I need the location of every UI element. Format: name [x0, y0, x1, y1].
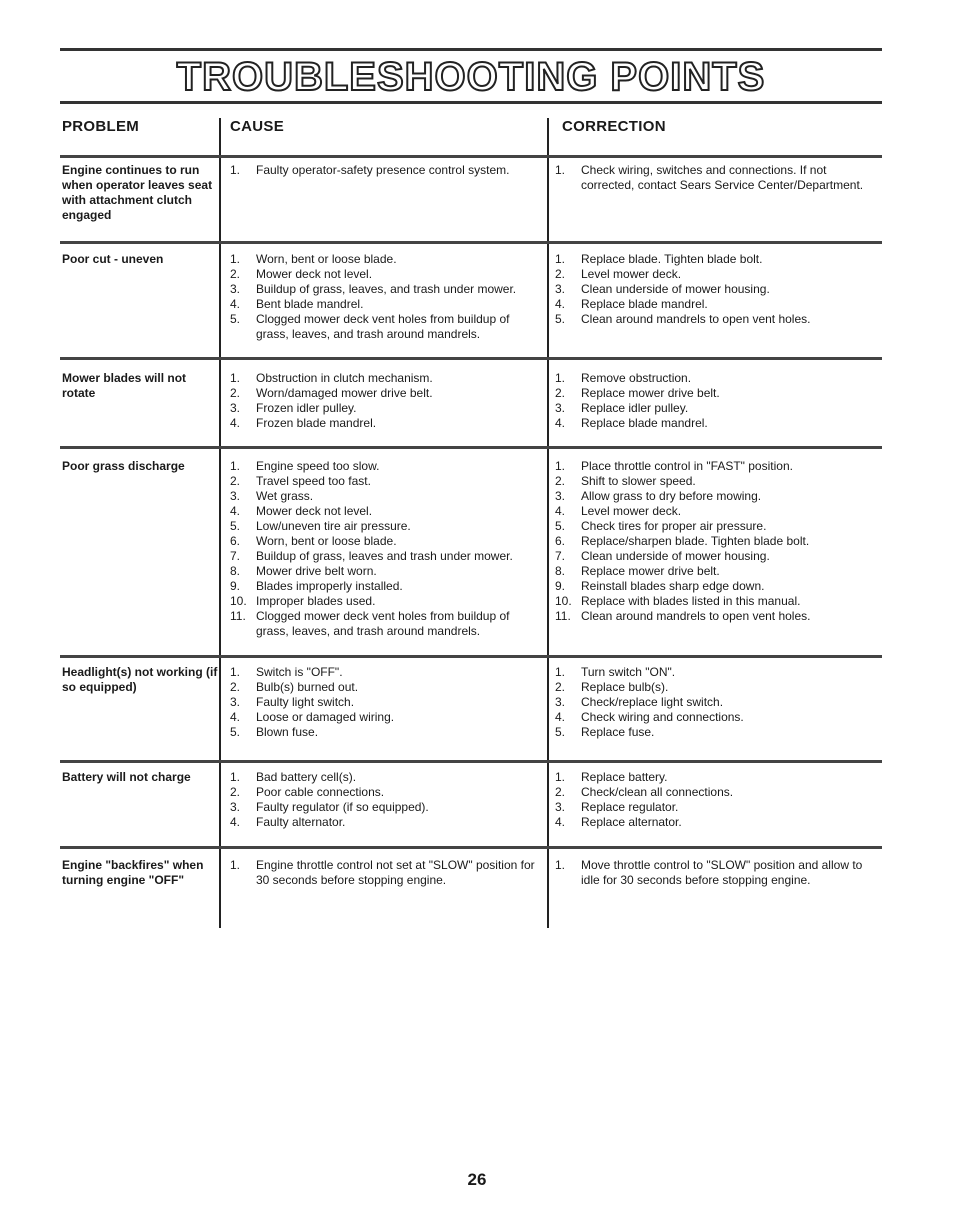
item-number: 2.: [555, 474, 566, 488]
list-item: [230, 800, 540, 815]
column-divider-cause-correction: [547, 118, 549, 928]
row-divider: [60, 760, 882, 763]
list-item: [230, 785, 540, 800]
item-text: Low/uneven tire air pressure.: [256, 519, 411, 533]
list-item: [230, 549, 540, 564]
item-text: Check/replace light switch.: [581, 695, 724, 709]
item-number: 5.: [555, 725, 566, 739]
item-text: Mower drive belt worn.: [256, 564, 377, 578]
item-text: Worn/damaged mower drive belt.: [256, 386, 433, 400]
page-title: TROUBLESHOOTING POINTS: [176, 55, 766, 99]
item-number: 1.: [230, 770, 241, 784]
list-item: [555, 163, 873, 193]
list-item: [230, 594, 540, 609]
item-number: 4.: [230, 416, 241, 430]
item-number: 2.: [230, 267, 241, 281]
item-text: Turn switch "ON".: [581, 665, 676, 679]
item-text: Replace bulb(s).: [581, 680, 669, 694]
item-number: 1.: [555, 459, 566, 473]
item-text: Frozen idler pulley.: [256, 401, 357, 415]
item-text: Faulty operator-safety presence control system.: [256, 163, 510, 177]
item-text: Replace blade mandrel.: [581, 297, 708, 311]
item-number: 3.: [555, 282, 566, 296]
list-item: [230, 680, 540, 695]
item-text: Faulty alternator.: [256, 815, 346, 829]
item-number: 1.: [555, 252, 566, 266]
cause-list: [230, 459, 540, 639]
item-number: 4.: [555, 297, 566, 311]
list-item: [555, 504, 873, 519]
item-text: Check wiring and connections.: [581, 710, 744, 724]
item-text: Wet grass.: [256, 489, 314, 503]
item-number: 2.: [555, 386, 566, 400]
item-text: Check tires for proper air pressure.: [581, 519, 767, 533]
row-divider: [60, 241, 882, 244]
item-text: Faulty regulator (if so equipped).: [256, 800, 429, 814]
item-text: Check wiring, switches and connections. If not corrected, contact Sears Service Center/Department.: [581, 163, 864, 192]
item-number: 4.: [555, 504, 566, 518]
item-number: 2.: [230, 785, 241, 799]
list-item: [230, 267, 540, 282]
item-text: Clean underside of mower housing.: [581, 549, 770, 563]
column-divider-problem-cause: [219, 118, 221, 928]
item-number: 6.: [555, 534, 566, 548]
item-text: Bulb(s) burned out.: [256, 680, 359, 694]
cause-list: [230, 252, 540, 342]
item-text: Travel speed too fast.: [256, 474, 371, 488]
problem-cell: Engine "backfires" when turning engine "OFF": [62, 858, 204, 887]
title-rule-top: [60, 48, 882, 51]
list-item: [230, 416, 540, 431]
item-text: Place throttle control in "FAST" position.: [581, 459, 793, 473]
list-item: [555, 386, 873, 401]
list-item: [230, 725, 540, 740]
item-number: 5.: [230, 519, 241, 533]
item-number: 9.: [555, 579, 566, 593]
item-text: Replace battery.: [581, 770, 668, 784]
item-number: 3.: [230, 695, 241, 709]
list-item: [555, 282, 873, 297]
item-text: Replace alternator.: [581, 815, 682, 829]
item-number: 2.: [230, 680, 241, 694]
item-number: 1.: [230, 459, 241, 473]
item-number: 8.: [230, 564, 241, 578]
item-number: 4.: [230, 710, 241, 724]
item-text: Clean around mandrels to open vent holes.: [581, 312, 811, 326]
item-text: Move throttle control to "SLOW" position and allow to idle for 30 seconds before stopping engine.: [581, 858, 863, 887]
item-text: Clean around mandrels to open vent holes.: [581, 609, 811, 623]
list-item: [230, 312, 540, 342]
list-item: [230, 489, 540, 504]
problem-cell: Mower blades will not rotate: [62, 371, 187, 400]
item-text: Mower deck not level.: [256, 504, 373, 518]
item-number: 4.: [555, 416, 566, 430]
list-item: [555, 371, 873, 386]
problem-cell: Engine continues to run when operator leaves seat with attachment clutch engaged: [62, 163, 213, 222]
item-number: 1.: [230, 858, 241, 872]
item-number: 4.: [230, 504, 241, 518]
item-number: 2.: [555, 680, 566, 694]
item-number: 1.: [555, 371, 566, 385]
item-text: Poor cable connections.: [256, 785, 385, 799]
item-text: Worn, bent or loose blade.: [256, 252, 397, 266]
item-text: Buildup of grass, leaves, and trash under mower.: [256, 282, 517, 296]
item-number: 3.: [555, 489, 566, 503]
item-number: 8.: [555, 564, 566, 578]
list-item: [555, 312, 873, 327]
item-text: Buildup of grass, leaves and trash under mower.: [256, 549, 513, 563]
list-item: [555, 459, 873, 474]
item-text: Blades improperly installed.: [256, 579, 403, 593]
list-item: [555, 564, 873, 579]
item-number: 5.: [555, 519, 566, 533]
item-text: Obstruction in clutch mechanism.: [256, 371, 433, 385]
list-item: [230, 858, 540, 888]
item-text: Clean underside of mower housing.: [581, 282, 770, 296]
item-text: Replace/sharpen blade. Tighten blade bolt.: [581, 534, 810, 548]
row-divider: [60, 446, 882, 449]
item-number: 3.: [230, 401, 241, 415]
item-number: 1.: [555, 163, 566, 177]
item-text: Replace fuse.: [581, 725, 655, 739]
item-text: Improper blades used.: [256, 594, 376, 608]
item-number: 3.: [555, 800, 566, 814]
item-text: Allow grass to dry before mowing.: [581, 489, 762, 503]
item-text: Loose or damaged wiring.: [256, 710, 395, 724]
list-item: [555, 489, 873, 504]
list-item: [555, 680, 873, 695]
list-item: [230, 401, 540, 416]
list-item: [555, 695, 873, 710]
list-item: [555, 519, 873, 534]
item-number: 5.: [230, 312, 241, 326]
item-number: 10.: [555, 594, 572, 608]
list-item: [555, 665, 873, 680]
item-text: Mower deck not level.: [256, 267, 373, 281]
item-text: Replace idler pulley.: [581, 401, 689, 415]
list-item: [230, 695, 540, 710]
item-number: 4.: [230, 297, 241, 311]
item-text: Reinstall blades sharp edge down.: [581, 579, 765, 593]
correction-list: [555, 371, 873, 431]
list-item: [555, 474, 873, 489]
item-text: Engine throttle control not set at "SLOW" position for 30 seconds before stopping engine.: [256, 858, 535, 887]
problem-cell: Headlight(s) not working (if so equipped): [62, 665, 218, 694]
item-number: 7.: [230, 549, 241, 563]
correction-list: [555, 858, 873, 888]
list-item: [555, 609, 873, 624]
list-item: [230, 770, 540, 785]
list-item: [230, 710, 540, 725]
row-divider: [60, 155, 882, 158]
problem-cell: Poor cut - uneven: [62, 252, 164, 266]
item-number: 2.: [230, 386, 241, 400]
item-number: 5.: [555, 312, 566, 326]
item-number: 1.: [555, 665, 566, 679]
item-text: Blown fuse.: [256, 725, 319, 739]
item-text: Worn, bent or loose blade.: [256, 534, 397, 548]
item-number: 9.: [230, 579, 241, 593]
header-problem: PROBLEM: [62, 118, 140, 135]
list-item: [555, 534, 873, 549]
item-number: 3.: [230, 282, 241, 296]
list-item: [555, 579, 873, 594]
header-cause: CAUSE: [230, 118, 285, 135]
item-text: Bent blade mandrel.: [256, 297, 364, 311]
cause-list: [230, 371, 540, 431]
list-item: [555, 815, 873, 830]
item-number: 4.: [555, 710, 566, 724]
cause-list: [230, 665, 540, 740]
list-item: [555, 549, 873, 564]
list-item: [555, 725, 873, 740]
item-number: 3.: [230, 489, 241, 503]
list-item: [230, 609, 540, 639]
item-text: Check/clean all connections.: [581, 785, 734, 799]
item-number: 1.: [230, 252, 241, 266]
list-item: [555, 710, 873, 725]
item-text: Replace blade mandrel.: [581, 416, 708, 430]
item-number: 3.: [555, 401, 566, 415]
cause-list: [230, 770, 540, 830]
item-text: Clogged mower deck vent holes from buildup of grass, leaves, and trash around mandrels.: [256, 312, 510, 341]
item-text: Switch is "OFF".: [256, 665, 343, 679]
list-item: [230, 282, 540, 297]
item-number: 11.: [230, 609, 246, 623]
item-number: 3.: [230, 800, 241, 814]
correction-list: [555, 665, 873, 740]
item-number: 6.: [230, 534, 241, 548]
title-rule-bottom: [60, 101, 882, 104]
item-text: Replace with blades listed in this manual.: [581, 594, 801, 608]
item-text: Level mower deck.: [581, 504, 682, 518]
item-number: 4.: [230, 815, 241, 829]
list-item: [230, 474, 540, 489]
header-correction: CORRECTION: [562, 118, 666, 135]
list-item: [230, 252, 540, 267]
list-item: [230, 579, 540, 594]
item-number: 11.: [555, 609, 571, 623]
page-number: 26: [467, 1170, 487, 1189]
list-item: [230, 665, 540, 680]
item-text: Replace regulator.: [581, 800, 679, 814]
item-number: 4.: [555, 815, 566, 829]
item-number: 2.: [555, 267, 566, 281]
list-item: [230, 371, 540, 386]
list-item: [230, 564, 540, 579]
item-text: Replace mower drive belt.: [581, 564, 720, 578]
row-divider: [60, 357, 882, 360]
item-number: 3.: [555, 695, 566, 709]
list-item: [555, 858, 873, 888]
item-number: 2.: [230, 474, 241, 488]
item-text: Remove obstruction.: [581, 371, 692, 385]
item-number: 7.: [555, 549, 566, 563]
row-divider: [60, 655, 882, 658]
list-item: [555, 416, 873, 431]
list-item: [555, 770, 873, 785]
row-divider: [60, 846, 882, 849]
correction-list: [555, 459, 873, 624]
item-number: 1.: [230, 371, 241, 385]
item-text: Frozen blade mandrel.: [256, 416, 377, 430]
correction-list: [555, 252, 873, 327]
list-item: [555, 800, 873, 815]
cause-list: [230, 858, 540, 888]
list-item: [230, 386, 540, 401]
item-text: Replace blade. Tighten blade bolt.: [581, 252, 763, 266]
list-item: [230, 534, 540, 549]
item-text: Replace mower drive belt.: [581, 386, 720, 400]
list-item: [555, 594, 873, 609]
item-number: 5.: [230, 725, 241, 739]
list-item: [230, 815, 540, 830]
item-text: Faulty light switch.: [256, 695, 355, 709]
list-item: [555, 785, 873, 800]
list-item: [230, 297, 540, 312]
cause-list: [230, 163, 540, 178]
list-item: [555, 252, 873, 267]
list-item: [230, 504, 540, 519]
list-item: [230, 519, 540, 534]
correction-list: [555, 163, 873, 193]
item-number: 1.: [230, 665, 241, 679]
item-number: 1.: [555, 770, 566, 784]
list-item: [230, 163, 540, 178]
list-item: [555, 401, 873, 416]
list-item: [555, 267, 873, 282]
list-item: [230, 459, 540, 474]
item-number: 1.: [230, 163, 241, 177]
problem-cell: Poor grass discharge: [62, 459, 185, 473]
item-text: Shift to slower speed.: [581, 474, 696, 488]
correction-list: [555, 770, 873, 830]
item-text: Level mower deck.: [581, 267, 682, 281]
item-number: 1.: [555, 858, 566, 872]
item-text: Clogged mower deck vent holes from buildup of grass, leaves, and trash around mandrels.: [256, 609, 510, 638]
item-number: 10.: [230, 594, 247, 608]
item-number: 2.: [555, 785, 566, 799]
problem-cell: Battery will not charge: [62, 770, 191, 784]
item-text: Bad battery cell(s).: [256, 770, 357, 784]
item-text: Engine speed too slow.: [256, 459, 380, 473]
list-item: [555, 297, 873, 312]
